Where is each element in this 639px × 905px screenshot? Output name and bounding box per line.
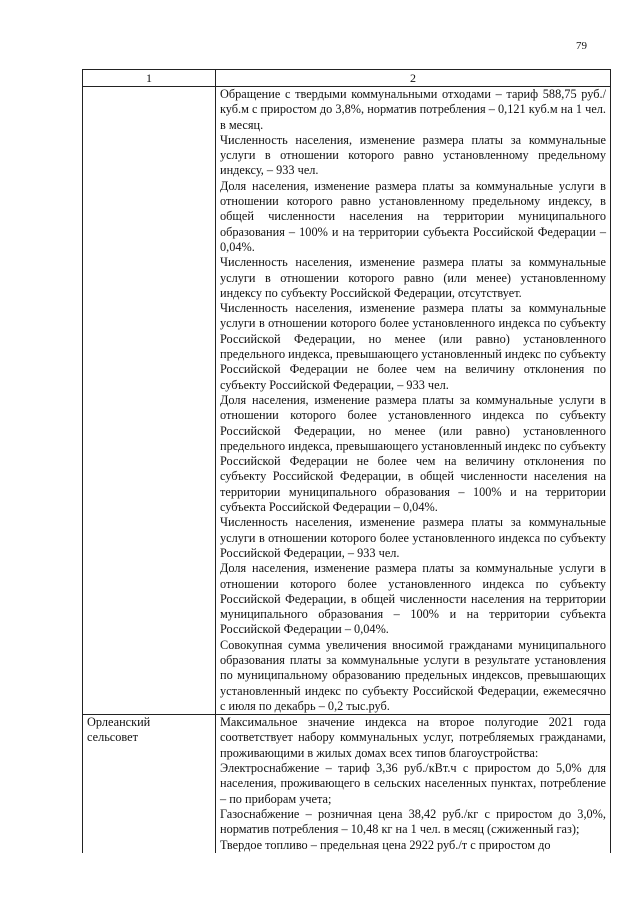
paragraph: Доля населения, изменение размера платы за коммунальные услуги в отношении которого более установленного индекса по субъекту Российской Федерации, в общей численности населения на территории муниципального образования – 100% и на территории субъекта Российской Федерации – 0,04%. [220,561,606,637]
document-table [82,69,611,853]
row-content [216,87,611,715]
header-col-1: 1 [83,70,216,87]
paragraph: Газоснабжение – розничная цена 38,42 руб./кг с приростом до 3,0%, норматив потребления – 10,48 кг на 1 чел. в месяц (сжиженный газ); [220,806,606,837]
table-row [83,87,611,715]
paragraph: Максимальное значение индекса на второе полугодие 2021 года соответствует набору коммунальных услуг, потребляемых гражданами, проживающими в жилых домах всех типов благоустройства: [220,715,606,760]
paragraph: Численность населения, изменение размера платы за коммунальные услуги в отношении которого более установленного индекса по субъекту Российской Федерации, но менее (или равно) установленного предельного индекса, превышающего установленный индекс по субъекту Российской Федерации не более чем на величину отклонения по субъекту Российской Федерации, – 933 чел. [220,301,606,392]
paragraph: Совокупная сумма увеличения вносимой гражданами муниципального образования платы за коммунальные услуги в результате установления по муниципальному образованию предельных индексов, превышающих установленный индекс по субъекту Российской Федерации, ежемесячно с июля по декабрь – 0,2 тыс.руб. [220,637,606,713]
paragraph: Обращение с твердыми коммунальными отходами – тариф 588,75 руб./куб.м с приростом до 3,8%, норматив потребления – 0,121 куб.м на 1 чел. в месяц. [220,87,606,132]
row-label-municipality [83,715,216,853]
paragraph: Доля населения, изменение размера платы за коммунальные услуги в отношении которого более установленного индекса по субъекту Российской Федерации, но менее (или равно) установленного предельного индекса, превышающего установленный индекс по субъекту Российской Федерации не более чем на величину отклонения по субъекту Российской Федерации, в общей численности населения на территории муниципального образования – 100% и на территории субъекта Российской Федерации – 0,04%. [220,392,606,515]
header-col-2: 2 [216,70,611,87]
paragraph: Численность населения, изменение размера платы за коммунальные услуги в отношении которого более установленного индекса по субъекту Российской Федерации, – 933 чел. [220,515,606,560]
table-header-row [83,70,611,87]
paragraph: Электроснабжение – тариф 3,36 руб./кВт.ч с приростом до 5,0% для населения, проживающего в сельских населенных пунктах, потребление – по приборам учета; [220,761,606,806]
row-label [83,87,216,715]
row-content [216,715,611,853]
table-row [83,715,611,853]
page-number: 79 [576,40,587,52]
municipality-name: Орлеанский [87,715,151,730]
paragraph: Численность населения, изменение размера платы за коммунальные услуги в отношении которого равно (или менее) установленному индексу по субъекту Российской Федерации, отсутствует. [220,255,606,300]
paragraph: Численность населения, изменение размера платы за коммунальные услуги в отношении которого равно установленному предельному индексу, – 933 чел. [220,132,606,178]
municipality-type: сельсовет [87,730,138,745]
paragraph: Твердое топливо – предельная цена 2922 руб./т с приростом до [220,837,551,852]
paragraph: Доля населения, изменение размера платы за коммунальные услуги в отношении которого равно установленному предельному индексу, в общей численности населения на территории муниципального образования – 100% и на территории субъекта Российской Федерации – 0,04%. [220,178,606,254]
